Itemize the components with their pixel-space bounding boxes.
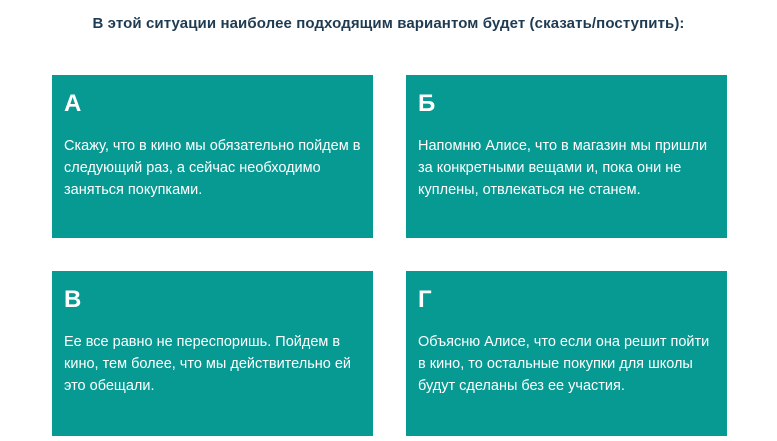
- option-text: Напомню Алисе, что в магазин мы пришли за конкретными вещами и, пока они не куплены, отвлекаться не станем.: [418, 138, 708, 198]
- option-text: Ее все равно не переспоришь. Пойдем в кино, тем более, что мы действительно ей это обещали.: [64, 334, 352, 394]
- option-card-c[interactable]: [52, 271, 373, 436]
- option-letter: Г: [418, 286, 432, 313]
- option-card-a[interactable]: [52, 75, 373, 238]
- option-letter: Б: [418, 90, 436, 117]
- option-letter: А: [64, 90, 82, 117]
- option-card-b[interactable]: [406, 75, 727, 238]
- option-text: Скажу, что в кино мы обязательно пойдем в следующий раз, а сейчас необходимо заняться покупками.: [64, 138, 361, 198]
- question-title: В этой ситуации наиболее подходящим вариантом будет (сказать/поступить):: [92, 15, 685, 32]
- option-letter: В: [64, 286, 82, 313]
- option-card-d[interactable]: [406, 271, 727, 436]
- option-text: Объясню Алисе, что если она решит пойти в кино, то остальные покупки для школы будут сделаны без ее участия.: [418, 334, 710, 394]
